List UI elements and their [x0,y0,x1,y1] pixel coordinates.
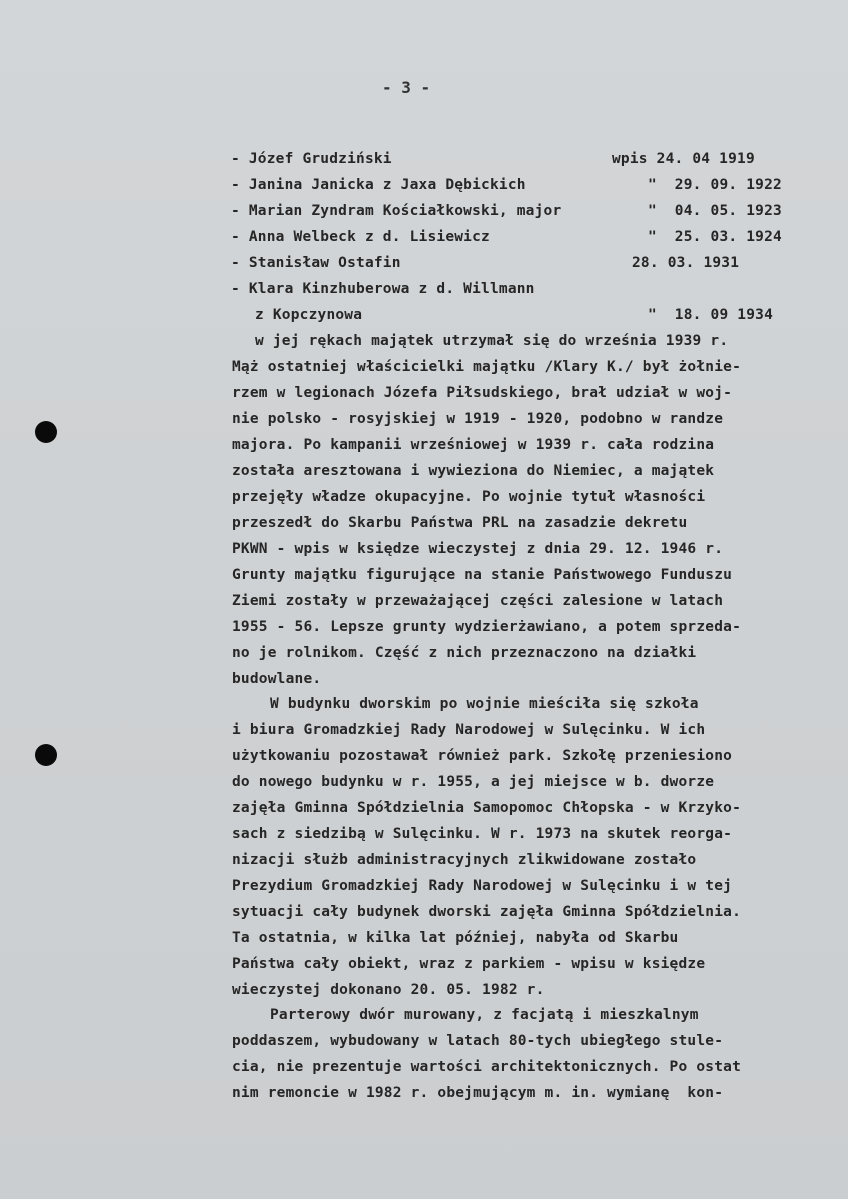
owner-name: - Stanisław Ostafin [231,255,401,271]
text-line: PKWN - wpis w księdze wieczystej z dnia 29. 12. 1946 r. [232,541,724,557]
owner-entry: " 25. 03. 1924 [648,229,782,245]
text-line: majora. Po kampanii wrześniowej w 1939 r. cała rodzina [232,437,715,453]
text-line: przejęły władze okupacyjne. Po wojnie tytuł własności [232,489,706,505]
text-line: w jej rękach majątek utrzymał się do września 1939 r. [255,333,729,349]
owner-entry: " 29. 09. 1922 [648,177,782,193]
owner-entry: wpis 24. 04 1919 [612,151,755,167]
text-line: do nowego budynku w r. 1955, a jej miejsce w b. dworze [232,774,715,790]
text-line: i biura Gromadzkiej Rady Narodowej w Sulęcinku. W ich [232,722,706,738]
text-line: Ta ostatnia, w kilka lat później, nabyła od Skarbu [232,930,679,946]
text-line: przeszedł do Skarbu Państwa PRL na zasadzie dekretu [232,515,688,531]
text-line: Parterowy dwór murowany, z facjatą i mieszkalnym [270,1007,699,1023]
text-line: Ziemi zostały w przeważającej części zalesione w latach [232,593,724,609]
text-line: W budynku dworskim po wojnie mieściła się szkoła [270,696,699,712]
text-line: nie polsko - rosyjskiej w 1919 - 1920, podobno w randze [232,411,724,427]
text-line: nizacji służb administracyjnych zlikwidowane zostało [232,852,697,868]
owner-entry: " 18. 09 1934 [648,307,774,323]
owner-entry: " 04. 05. 1923 [648,203,782,219]
text-line: budowlane. [232,671,322,687]
text-line: została aresztowana i wywieziona do Niemiec, a majątek [232,463,715,479]
text-line: cia, nie prezentuje wartości architektonicznych. Po ostat [232,1059,741,1075]
text-line: nim remoncie w 1982 r. obejmującym m. in. wymianę kon- [232,1085,724,1101]
owner-name: - Anna Welbeck z d. Lisiewicz [231,229,490,245]
text-line: Grunty majątku figurujące na stanie Państwowego Funduszu [232,567,733,583]
text-line: poddaszem, wybudowany w latach 80-tych ubiegłego stule- [232,1033,724,1049]
text-line: użytkowaniu pozostawał również park. Szkołę przeniesiono [232,748,733,764]
owner-name: - Klara Kinzhuberowa z d. Willmann [231,281,535,297]
owner-name: - Marian Zyndram Kościałkowski, major [231,203,562,219]
text-line: rzem w legionach Józefa Piłsudskiego, brał udział w woj- [232,385,733,401]
text-line: Mąż ostatniej właścicielki majątku /Klary K./ był żołnie- [232,359,741,375]
owner-name: z Kopczynowa [255,307,363,323]
text-line: no je rolnikom. Część z nich przeznaczono na działki [232,645,697,661]
text-line: sach z siedzibą w Sulęcinku. W r. 1973 na skutek reorga- [232,826,733,842]
owner-entry: 28. 03. 1931 [632,255,740,271]
owner-name: - Janina Janicka z Jaxa Dębickich [231,177,526,193]
text-line: Prezydium Gromadzkiej Rady Narodowej w Sulęcinku i w tej [232,878,733,894]
text-line: sytuacji cały budynek dworski zajęła Gminna Spółdzielnia. [232,904,741,920]
text-line: wieczystej dokonano 20. 05. 1982 r. [232,982,545,998]
page-number: - 3 - [382,78,431,97]
punch-hole [35,744,57,766]
owner-name: - Józef Grudziński [231,151,392,167]
punch-hole [35,421,57,443]
text-line: 1955 - 56. Lepsze grunty wydzierżawiano, a potem sprzeda- [232,619,741,635]
text-line: Państwa cały obiekt, wraz z parkiem - wpisu w księdze [232,956,706,972]
text-line: zajęła Gminna Spółdzielnia Samopomoc Chłopska - w Krzyko- [232,800,741,816]
